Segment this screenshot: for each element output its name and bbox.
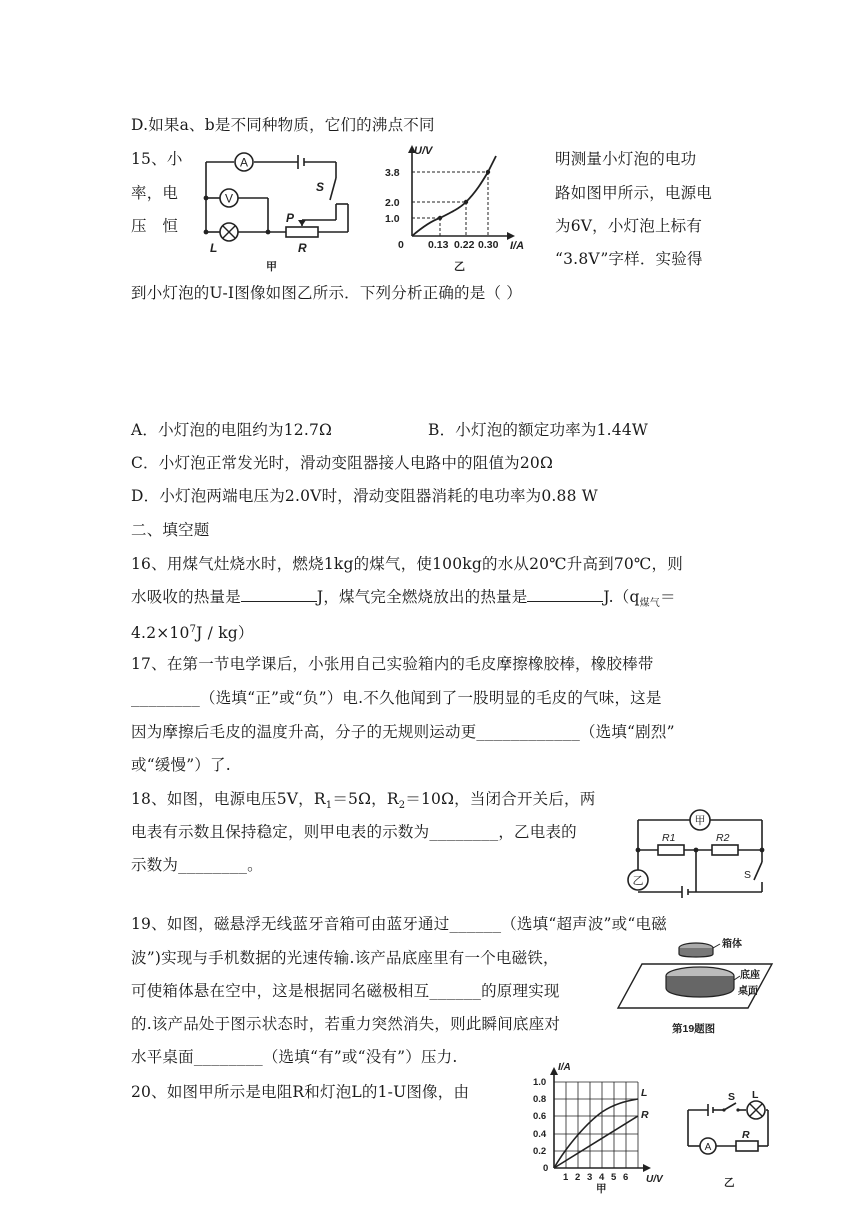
q16-sub-gas: 煤气 [639,598,660,610]
q19-text-1b: （选填“超声波”或“电磁 [501,915,667,933]
fig-yi-caption: 乙 [454,261,465,273]
x-tick-0.30: 0.30 [478,239,499,251]
q20-x-tick-6: 6 [623,1172,629,1183]
r2-label: R2 [716,832,730,844]
q17-line4: 或“缓慢”）了. [131,756,231,774]
q18-text-3a: 示数为 [131,856,179,874]
q16-heat-value: 4.2×10 [131,624,190,643]
q18-sub-2: 2 [398,800,406,812]
q17-line2 [131,688,662,709]
speaker-base [666,967,734,997]
meter-jia-icon [690,810,710,830]
q20-fig-yi-caption: 乙 [724,1177,735,1189]
q17-line3 [131,722,675,743]
q16-text-d: ＝ [660,588,676,606]
q20-line1: 20、如图甲所示是电阻R和灯泡L的1-U图像，由 [131,1083,470,1101]
voltmeter-icon [220,189,238,207]
q15-circuit-diagram [190,146,360,274]
q15-line3-left: 压 恒 [131,217,179,235]
q19-text-3a: 可使箱体悬在空中，这是根据同名磁极相互 [131,982,430,1000]
q20-ammeter-icon [700,1138,716,1154]
meter-yi-label: 乙 [632,875,644,887]
switch-label: S [316,180,325,194]
meter-yi-icon [628,870,648,890]
q20-x-tick-5: 5 [611,1172,617,1183]
q18-text-3b: 。 [247,856,263,874]
q19-text-3b: 的原理实现 [481,982,560,1000]
q19-line4: 的.该产品处于图示状态时，若重力突然消失，则此瞬间底座对 [131,1015,561,1033]
q18-blank-2[interactable]: ________ [178,858,248,874]
q18-line1 [131,789,595,816]
q15-line1-left: 15、小 [131,150,183,168]
series-r-label: R [641,1109,649,1121]
q20-x-axis-label: U/V [646,1174,663,1185]
q20-x-tick-1: 1 [563,1172,569,1183]
q18-blank-1[interactable]: ________ [429,825,499,841]
y-axis-label: U/V [414,145,433,157]
q15-option-d: D．小灯泡两端电压为2.0V时，滑动变阻器消耗的电功率为0.88 W [131,487,598,505]
q18-text-2b: ，乙电表的 [498,823,577,841]
q19-blank-2[interactable]: ______ [429,984,482,1000]
q18-line2 [131,822,577,843]
slider-label: P [286,211,295,225]
q20-y-tick-0: 0 [543,1163,549,1174]
q17-blank-2[interactable]: ____________ [476,725,580,741]
q15-line4-right: “3.8V”字样．实验得 [555,250,703,268]
q16-blank-1[interactable] [241,587,317,602]
q17-text-3a: 因为摩擦后毛皮的温度升高，分子的无规则运动更 [131,723,477,741]
r1-label: R1 [662,832,676,844]
q17-text-3b: （选填“剧烈” [579,723,675,741]
voltmeter-label: V [224,191,234,206]
switch-s-label: S [744,869,752,881]
q19-text-5b: （选填“有”或“没有”）压力. [262,1048,458,1066]
q15-option-b: B．小灯泡的额定功率为1.44W [428,421,649,439]
q18-sub-1: 1 [325,800,333,812]
q15-ui-graph [378,140,548,274]
q16-text-c: J.（q [603,588,640,606]
q20-lamp-label: L [752,1090,759,1101]
x-axis-label: I/A [510,240,525,252]
q19-line5 [131,1047,457,1068]
q19-blank-3[interactable]: ________ [193,1050,263,1066]
x-tick-0.22: 0.22 [454,239,475,251]
q15-line1-right: 明测量小灯泡的电功 [555,150,697,168]
q17-blank-1[interactable]: ________ [131,691,201,707]
lamp-label: L [210,241,218,255]
y-tick-3.8: 3.8 [385,167,400,179]
base-label: 底座 [740,970,760,981]
q20-x-tick-4: 4 [599,1172,605,1183]
graph-grid [554,1082,638,1168]
q18-circuit-diagram [622,806,774,898]
q18-line3 [131,855,263,876]
lamp-icon [220,223,238,241]
q20-resistor-label: R [742,1129,750,1141]
origin-label: 0 [398,239,404,251]
y-tick-1.0: 1.0 [385,213,400,225]
q17-text-2: （选填“正”或“负”）电.不久他闻到了一股明显的毛皮的气味，这是 [200,689,662,707]
y-tick-2.0: 2.0 [385,197,400,209]
q15-option-a: A．小灯泡的电阻约为12.7Ω [131,421,333,439]
resistor-label: R [298,241,307,255]
q20-ammeter-label: A [704,1142,712,1153]
series-l-curve [554,1099,638,1168]
desk-label: 桌面 [738,986,758,997]
q14-option-d: D.如果a、b是不同种物质，它们的沸点不同 [131,116,435,134]
q20-circuit-diagram [680,1090,774,1190]
series-r-line [554,1116,638,1168]
q18-text-c: ＝10Ω，当闭合开关后，两 [405,790,596,808]
fig19-caption: 第19题图 [672,1023,716,1035]
q19-text-5a: 水平桌面 [131,1048,194,1066]
q19-line2: 波”)实现与手机数据的光速传输.该产品底座里有一个电磁铁， [131,949,559,967]
q16-heat-unit: J / kg） [196,624,254,643]
fig-jia-caption: 甲 [266,261,277,273]
q18-text-b: ＝5Ω，R [332,790,399,808]
q19-line3 [131,981,560,1002]
q20-switch-label: S [728,1091,736,1103]
section-title-fill-in: 二、填空题 [131,521,210,539]
q18-text-2a: 电表有示数且保持稳定，则甲电表的示数为 [131,823,430,841]
q16-line3 [131,620,254,643]
q15-line2-left: 率，电 [131,184,179,202]
q18-text-a: 18、如图，电源电压5V，R [131,790,326,808]
q17-line1: 17、在第一节电学课后，小张用自己实验箱内的毛皮摩擦橡胶棒，橡胶棒带 [131,655,654,673]
q20-y-tick-1.0: 1.0 [533,1077,547,1088]
q20-y-tick-0.2: 0.2 [533,1146,547,1157]
q15-option-c: C．小灯泡正常发光时，滑动变阻器接人电路中的阻值为20Ω [131,454,554,472]
q19-text-1a: 19、如图，磁悬浮无线蓝牙音箱可由蓝牙通过 [131,915,450,933]
q19-speaker-figure [612,936,774,1036]
q15-line3-right: 为6V，小灯泡上标有 [555,217,703,235]
meter-jia-label: 甲 [694,815,706,827]
q20-lamp-icon [747,1101,765,1119]
speaker-box [679,943,713,957]
series-l-label: L [641,1087,648,1099]
q20-x-tick-2: 2 [575,1172,581,1183]
q20-fig-jia-caption: 甲 [596,1183,607,1194]
ui-curve [412,156,496,236]
q20-y-tick-0.6: 0.6 [533,1111,547,1122]
q20-iu-graph [528,1058,672,1194]
ammeter-label: A [239,155,249,170]
q19-blank-1[interactable]: ______ [449,917,502,933]
q15-line2-right: 路如图甲所示，电源电 [555,184,713,202]
q16-line1: 16、用煤气灶烧水时，燃烧1kg的煤气，使100kg的水从20℃升高到70℃，则 [131,555,683,573]
q15-line5: 到小灯泡的U-I图像如图乙所示．下列分析正确的是（ ） [131,284,522,302]
ammeter-icon [235,153,253,171]
q20-y-tick-0.8: 0.8 [533,1094,547,1105]
q20-y-tick-0.4: 0.4 [533,1129,547,1140]
x-tick-0.13: 0.13 [428,239,449,251]
slider-arrow-icon [298,220,306,226]
q16-text-b: J，煤气完全燃烧放出的热量是 [316,588,528,606]
q16-exponent: 7 [189,624,197,635]
q20-y-axis-label: I/A [558,1062,571,1073]
q16-line2 [131,587,676,614]
q16-blank-2[interactable] [527,587,603,602]
q19-line1 [131,914,667,935]
box-label: 箱体 [722,939,742,950]
q20-x-tick-3: 3 [587,1172,593,1183]
q16-text-a: 水吸收的热量是 [131,588,241,606]
